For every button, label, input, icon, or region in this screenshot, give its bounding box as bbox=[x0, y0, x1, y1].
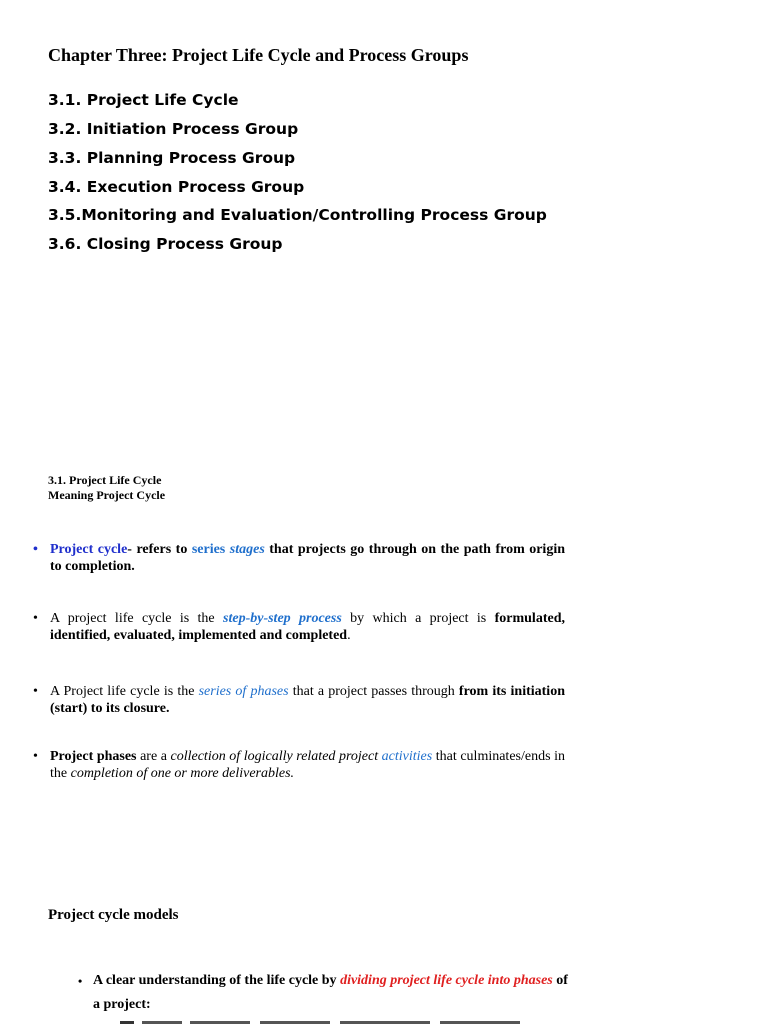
term-series-of-phases: series of phases bbox=[198, 684, 289, 699]
bullet-icon: • bbox=[78, 974, 83, 988]
bullet-icon: • bbox=[33, 542, 38, 557]
paragraph-models bbox=[78, 969, 573, 1017]
toc-item-3-3: 3.3. Planning Process Group bbox=[48, 149, 296, 167]
text-segment: formulated, identified, evaluated, implemented and completed bbox=[50, 611, 565, 643]
text-segment: A Project life cycle is the bbox=[50, 684, 199, 699]
bullet-icon: • bbox=[33, 749, 38, 764]
term-activities: activities bbox=[381, 749, 433, 764]
text-segment: from its initiation (start) to its closure. bbox=[50, 684, 565, 716]
section-heading: 3.1. Project Life Cycle bbox=[48, 473, 162, 487]
text-segment: that projects go through on the path from origin to completion. bbox=[50, 542, 566, 574]
text-segment: collection of logically related project bbox=[170, 749, 379, 764]
cut-off-text-fragment bbox=[120, 1018, 540, 1024]
toc-item-3-6: 3.6. Closing Process Group bbox=[48, 235, 283, 253]
section-subheading: Meaning Project Cycle bbox=[48, 488, 166, 502]
term-project-phases: Project phases bbox=[50, 749, 137, 764]
toc-item-3-4: 3.4. Execution Process Group bbox=[48, 178, 305, 196]
text-segment: completion of one or more deliverables. bbox=[70, 766, 295, 781]
text-segment: . bbox=[347, 628, 351, 643]
paragraph-project-cycle bbox=[33, 541, 566, 575]
text-segment: that a project passes through bbox=[288, 684, 459, 699]
text-segment: A clear understanding of the life cycle by bbox=[93, 973, 341, 988]
text-segment: that culminates/ends in the bbox=[50, 749, 565, 781]
models-heading: Project cycle models bbox=[48, 907, 179, 923]
bullet-icon: • bbox=[33, 611, 38, 626]
chapter-title: Chapter Three: Project Life Cycle and Process Groups bbox=[48, 45, 469, 65]
term-dividing-phases: dividing project life cycle into phases bbox=[340, 973, 553, 988]
toc-item-3-1: 3.1. Project Life Cycle bbox=[48, 91, 239, 109]
term-project-cycle: Project cycle bbox=[50, 542, 128, 557]
text-segment: are a bbox=[136, 749, 171, 764]
bullet-icon: • bbox=[33, 684, 38, 699]
text-segment: - refers to bbox=[127, 542, 192, 557]
term-stages: stages bbox=[229, 542, 265, 557]
toc-item-3-2: 3.2. Initiation Process Group bbox=[48, 120, 299, 138]
text-segment: by which a project is bbox=[341, 611, 495, 626]
text-segment: of a project: bbox=[93, 973, 568, 1012]
paragraph-life-cycle-definition bbox=[33, 610, 565, 644]
text-segment: A project life cycle is the bbox=[50, 611, 224, 626]
term-series: series bbox=[191, 542, 226, 557]
paragraph-project-phases bbox=[33, 748, 565, 782]
toc-item-3-5: 3.5.Monitoring and Evaluation/Controlling Process Group bbox=[48, 206, 547, 224]
term-step-by-step: step-by-step process bbox=[223, 611, 342, 626]
paragraph-series-of-phases bbox=[33, 683, 565, 717]
